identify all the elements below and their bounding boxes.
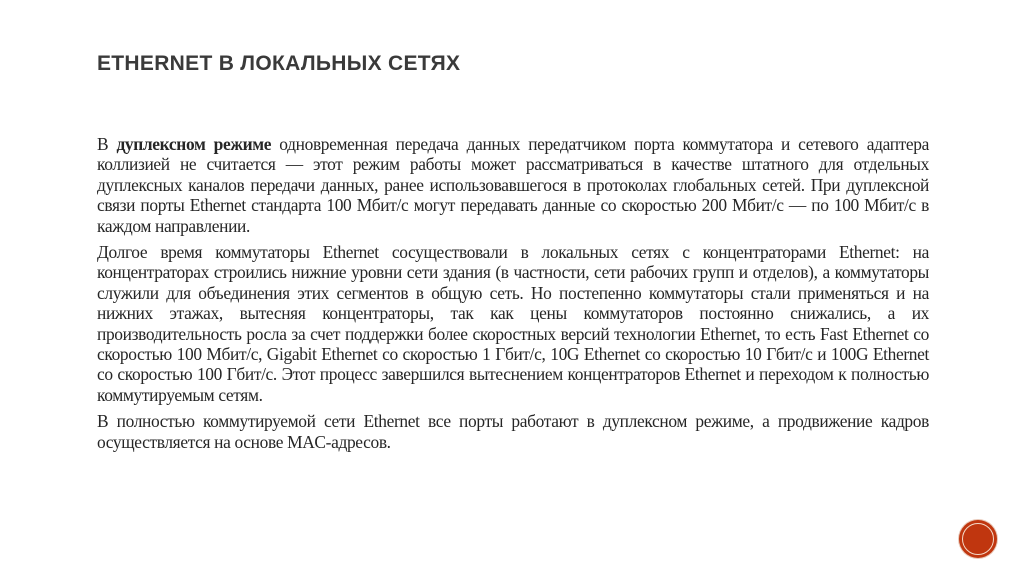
paragraph-history: Долгое время коммутаторы Ethernet сосуществовали в локальных сетях с концентраторами Ethernet: на концентраторах строились нижние уровни сети здания (в частности, сети рабочих групп и отделов), а коммутаторы служили для объединения этих сегментов в общую сеть. Но постепенно коммутаторы стали применяться и на нижних этажах, вытесняя концентраторы, так как цены коммутаторов постоянно снижались, а их производительность росла за счет поддержки более скоростных версий технологии Ethernet, то есть Fast Ethernet со скоростью 100 Мбит/с, Gigabit Ethernet со скоростью 1 Гбит/с, 10G Ethernet со скоростью 10 Гбит/с и 100G Ethernet со скоростью 100 Гбит/с. Этот процесс завершился вытеснением концентраторов Ethernet и переходом к полностью коммутируемым сетям. xyxy=(97,242,929,405)
slide-title: ETHERNET В ЛОКАЛЬНЫХ СЕТЯХ xyxy=(97,52,461,75)
bold-term: дуплексном режиме xyxy=(116,134,272,154)
decorative-circle-icon xyxy=(959,520,997,558)
text: В xyxy=(97,134,117,154)
slide-body xyxy=(97,134,929,458)
text: одновременная передача данных передатчиком порта коммутатора и сетевого адаптера коллизией не считается — этот режим работы может рассматриваться в качестве штатного для отдельных дуплексных каналов передачи данных, ранее использовавшегося в протоколах глобальных сетей. При дуплексной связи порты Ethernet стандарта 100 Мбит/с могут передавать данные со скоростью 200 Мбит/с — по 100 Мбит/с в каждом направлении. xyxy=(97,134,929,236)
paragraph-switched: В полностью коммутируемой сети Ethernet все порты работают в дуплексном режиме, а продвижение кадров осуществляется на основе MAC-адресов. xyxy=(97,411,929,452)
paragraph-duplex xyxy=(97,134,929,236)
